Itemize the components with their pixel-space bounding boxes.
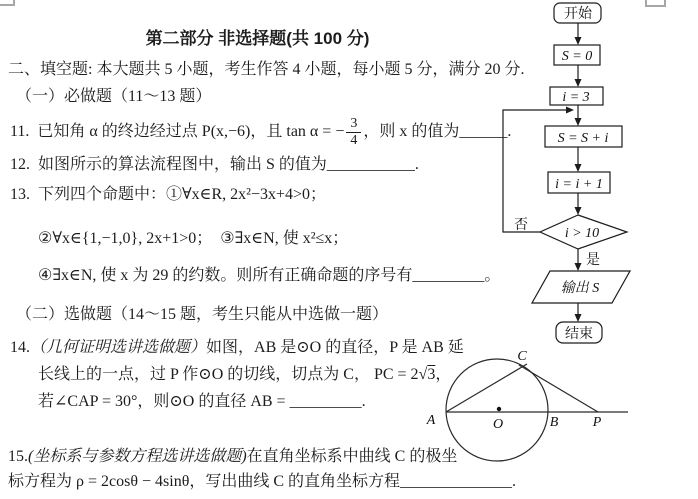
flowchart-assign-i-label: i = 3	[562, 90, 590, 105]
question-15-line1	[8, 447, 457, 467]
arrowhead-icon	[575, 314, 582, 322]
q11-text-post: ，则 x 的值为______.	[363, 123, 512, 140]
algorithm-flowchart	[488, 0, 668, 350]
chord-ac	[446, 364, 527, 412]
flowchart-loop-body-label: S = S + i	[557, 131, 609, 146]
question-11	[10, 116, 511, 148]
arrowhead-icon	[575, 207, 582, 215]
question-12: 12. 如图所示的算法流程图中，输出 S 的值为___________.	[10, 156, 419, 173]
question-15-line2: 标方程为 ρ = 2cosθ − 4sinθ，写出曲线 C 的直角坐标方程______________.	[8, 473, 517, 490]
flowchart-no-label: 否	[514, 218, 528, 233]
q15-number: 15.	[8, 448, 28, 465]
flowchart-yes-label: 是	[586, 253, 600, 268]
point-label-c: C	[517, 349, 527, 364]
question-13: 13. 下列四个命题中：①∀x∈R, 2x²−3x+4>0；	[10, 186, 327, 203]
flowchart-output-label: 输出 S	[560, 281, 600, 296]
arrowhead-icon	[575, 164, 582, 172]
arrowhead-icon	[575, 37, 582, 45]
q15-line1-text: 在直角坐标系中曲线 C 的极坐	[246, 448, 458, 465]
question-13-items-2-3: ②∀x∈{1,−1,0}, 2x+1>0； ③∃x∈N, 使 x²≤x；	[38, 230, 349, 247]
q14-line2-end: ，	[435, 366, 452, 383]
arrowhead-icon	[566, 107, 574, 114]
q14-tag: （几何证明选讲选做题）	[30, 339, 207, 356]
q11-text-pre: 11. 已知角 α 的终边经过点 P(x,−6)，且 tan α = −	[10, 123, 345, 140]
part1-heading: （一）必做题（11～13 题）	[16, 88, 212, 105]
point-label-o: O	[492, 417, 504, 432]
flowchart-increment-label: i = i + 1	[555, 177, 603, 192]
question-14-line2	[38, 365, 451, 385]
flowchart-loop-line	[503, 110, 567, 232]
q14-line1-text: 如图，AB 是⊙O 的直径，P 是 AB 延	[206, 339, 464, 356]
q14-line2-text: 长线上的一点，过 P 作⊙O 的切线，切点为 C， PC = 2√	[38, 366, 428, 383]
section-intro: 二、填空题: 本大题共 5 小题，考生作答 4 小题，每小题 5 分，满分 20 分.	[8, 61, 525, 78]
circle-geometry-diagram	[420, 346, 635, 471]
flowchart-end-label: 结束	[565, 327, 593, 342]
circle-o	[446, 359, 548, 461]
question-13-item-4: ④∃x∈N, 使 x 为 29 的约数。则所有正确命题的序号有_________。	[38, 267, 501, 284]
flowchart-condition-label: i > 10	[564, 226, 600, 241]
question-14-line3: 若∠CAP = 30°，则⊙O 的直径 AB = _________.	[38, 393, 366, 410]
point-label-b: B	[549, 415, 559, 430]
arrowhead-icon	[575, 118, 582, 126]
q11-fraction-numerator: 3	[346, 116, 361, 132]
question-14-line1	[10, 338, 464, 358]
q11-fraction	[346, 116, 361, 148]
page-title: 第二部分 非选择题(共 100 分)	[145, 29, 370, 48]
point-label-p: P	[592, 415, 602, 430]
cropped-box-artifact-left	[0, 0, 15, 6]
q11-fraction-denominator: 4	[350, 132, 358, 148]
arrowhead-icon	[575, 79, 582, 87]
tangent-pc	[519, 365, 598, 412]
q14-radicand: 3	[427, 366, 436, 383]
flowchart-start-label: 开始	[564, 7, 592, 22]
arrowhead-icon	[575, 263, 582, 271]
point-label-a: A	[426, 413, 436, 428]
part2-heading: （二）选做题（14～15 题，考生只能从中选做一题）	[16, 306, 389, 323]
flowchart-assign-s-label: S = 0	[561, 49, 593, 64]
center-point-o	[497, 407, 501, 411]
q15-tag: (坐标系与参数方程选讲选做题)	[28, 448, 247, 465]
q14-number: 14.	[10, 339, 30, 356]
